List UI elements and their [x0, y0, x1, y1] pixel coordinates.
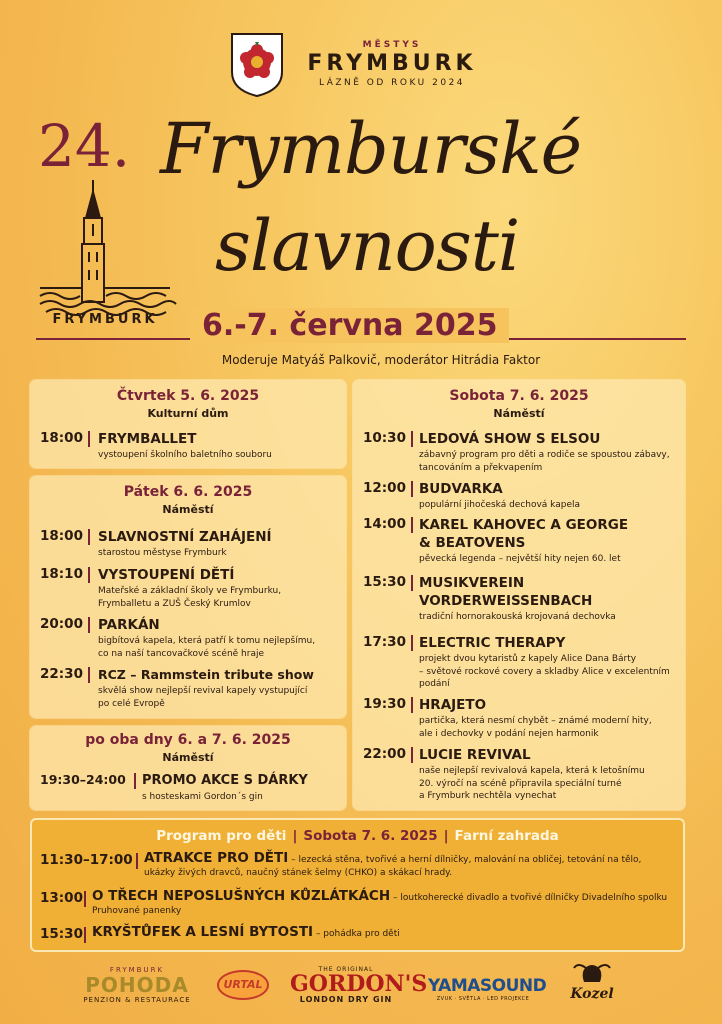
time-separator: [134, 773, 136, 789]
tower-label: FRYMBURK: [52, 312, 158, 327]
sponsor-gordons-logo: [290, 966, 428, 1004]
item-desc: populární jihočeská dechová kapela: [419, 500, 581, 510]
panel-kids-program: [30, 818, 685, 952]
item-title: RCZ – Rammstein tribute show: [98, 667, 314, 682]
time-separator: [411, 431, 413, 447]
sponsor-urtal-logo: URTAL: [217, 970, 269, 1000]
time-separator: [84, 891, 86, 907]
item-time: 11:30–17:00: [40, 852, 133, 868]
item-title: ELECTRIC THERAPY: [419, 635, 566, 651]
item-title: BUDVARKA: [419, 481, 503, 497]
time-separator: [88, 567, 90, 583]
item-desc: s hosteskami Gordon´s gin: [142, 792, 263, 802]
item-time: 18:10: [40, 566, 83, 582]
kids-header: [32, 828, 683, 844]
gordons-top: THE ORIGINAL: [318, 966, 374, 973]
item-desc: projekt dvou kytaristů z kapely Alice Dana Bárty: [419, 654, 637, 664]
item-time: 15:30: [363, 574, 406, 590]
brand-block: [297, 40, 487, 88]
kids-head-sep: |: [443, 828, 449, 844]
item-desc: pěvecká legenda – největší hity nejen 60. let: [419, 554, 621, 564]
item-time: 22:00: [363, 746, 406, 762]
saturday-venue: Náměstí: [493, 407, 545, 420]
goat-icon: [566, 962, 618, 986]
time-separator: [411, 517, 413, 533]
item-title: ATRAKCE PRO DĚTI: [144, 850, 289, 866]
kozel-main: Kozel: [570, 986, 614, 1002]
kids-head-mid: Sobota 7. 6. 2025: [303, 828, 438, 844]
item-desc: Mateřské a základní školy ve Frymburku,: [98, 586, 282, 596]
friday-venue: Náměstí: [162, 503, 214, 516]
item-title: HRAJETO: [419, 697, 487, 713]
item-title-cont: VORDERWEISSENBACH: [419, 593, 593, 609]
item-desc: tancováním a překvapením: [419, 462, 543, 473]
item-desc: po celé Evropě: [98, 698, 165, 709]
item-title: FRYMBALLET: [98, 431, 197, 447]
item-title: MUSIKVEREIN: [419, 575, 525, 591]
item-desc: co na naší tancovačkové scéně hraje: [98, 648, 265, 659]
friday-title: Pátek 6. 6. 2025: [123, 484, 253, 500]
item-desc: podání: [419, 679, 450, 689]
thursday-venue: Kulturní dům: [147, 407, 229, 420]
panel-saturday: [353, 380, 685, 810]
item-time: 19:30–24:00: [40, 772, 126, 787]
both-title: po oba dny 6. a 7. 6. 2025: [85, 732, 291, 748]
time-separator: [411, 697, 413, 713]
item-desc: partička, která nesmí chybět – známé moderní hity,: [419, 716, 652, 726]
panel-thursday: [30, 380, 346, 468]
item-time: 22:30: [40, 666, 83, 682]
item-title: VYSTOUPENÍ DĚTÍ: [98, 567, 235, 583]
item-desc: ale i dechovky v podání nejen harmonik: [419, 728, 599, 739]
item-desc: skvělá show nejlepší revival kapely vystupující: [98, 686, 308, 696]
item-title-cont: & BEATOVENS: [419, 535, 526, 551]
schedule-item: [363, 574, 677, 626]
item-desc: Frymballetu a ZUŠ Český Krumlov: [98, 598, 251, 609]
item-time: 12:00: [363, 480, 406, 496]
item-title: LEDOVÁ SHOW S ELSOU: [419, 431, 601, 447]
sponsor-yamasound-logo: [428, 976, 547, 1002]
pohoda-sub: PENZION & RESTAURACE: [83, 996, 191, 1004]
time-separator: [411, 575, 413, 591]
kids-item: [40, 926, 675, 946]
schedule-item: [40, 666, 338, 710]
time-separator: [88, 617, 90, 633]
pohoda-top: FRYMBURK: [109, 966, 165, 974]
time-separator: [88, 529, 90, 545]
time-separator: [411, 481, 413, 497]
item-desc: – světové rockové covery a skladby Alice v excelentním: [419, 666, 670, 677]
time-separator: [88, 667, 90, 683]
item-desc: tradiční hornorakouská krojovaná dechovka: [419, 612, 616, 622]
item-time: 17:30: [363, 634, 406, 650]
kids-head-right: Farní zahrada: [454, 828, 559, 844]
item-desc: starostou městyse Frymburk: [98, 548, 227, 558]
brand-name: FRYMBURK: [307, 51, 477, 76]
schedule-item: [40, 772, 338, 804]
item-desc: – loutkoherecké divadlo a tvořivé dílničky Divadelního spolku Pruhované panenky: [92, 893, 668, 916]
gordons-main: GORDON'S: [290, 971, 428, 997]
item-time: 13:00: [40, 890, 83, 906]
item-time: 18:00: [40, 430, 83, 446]
item-title: LUCIE REVIVAL: [419, 747, 531, 763]
time-separator: [411, 747, 413, 763]
schedule-item: [363, 516, 677, 568]
item-title: KAREL KAHOVEC A GEORGE: [419, 517, 629, 533]
saturday-title: Sobota 7. 6. 2025: [449, 388, 589, 404]
kids-head-left: Program pro děti: [156, 828, 287, 844]
schedule-item: [40, 616, 338, 660]
item-time: 20:00: [40, 616, 83, 632]
item-time: 10:30: [363, 430, 406, 446]
schedule-item: [40, 528, 338, 560]
item-desc: – pohádka pro děti: [313, 929, 400, 939]
pohoda-main: POHODA: [85, 973, 189, 997]
schedule-item: [363, 746, 677, 804]
title-line2: slavnosti: [215, 205, 520, 287]
event-dates: 6.-7. června 2025: [190, 308, 509, 343]
item-desc: a Frymburk nechtěla vynechat: [419, 791, 557, 801]
schedule-item: [363, 430, 677, 474]
item-desc: 20. výročí na scéně připravila speciální turné: [419, 778, 622, 789]
schedule-item: [363, 696, 677, 740]
yama-sub: ZVUK · SVĚTLA · LED PROJEKCE: [436, 996, 530, 1002]
kids-item: [40, 852, 675, 886]
schedule-item: [363, 634, 677, 692]
church-tower-illustration: [36, 178, 178, 318]
item-desc: vystoupení školního baletního souboru: [98, 450, 272, 460]
item-time: 15:30: [40, 926, 83, 942]
item-title: KRYŠTŮFEK A LESNÍ BYTOSTI: [92, 924, 314, 940]
kids-item: [40, 890, 675, 924]
schedule-item: [363, 480, 677, 512]
item-time: 14:00: [363, 516, 406, 532]
panel-friday: [30, 476, 346, 718]
item-time: 18:00: [40, 528, 83, 544]
schedule-item: [40, 430, 338, 462]
kids-head-sep: |: [292, 828, 298, 844]
item-title: O TŘECH NEPOSLUŠNÝCH KŮZLÁTKÁCH: [92, 888, 391, 904]
moderator-note: Moderuje Matyáš Palkovič, moderátor Hitrádia Faktor: [221, 353, 541, 367]
item-time: 19:30: [363, 696, 406, 712]
item-title: PARKÁN: [98, 617, 160, 633]
item-desc: zábavný program pro děti a rodiče se spoustou zábavy,: [419, 450, 670, 460]
brand-sub: LÁZNĚ OD ROKU 2024: [318, 78, 466, 88]
yama-main: YAMASOUND: [428, 976, 547, 996]
item-desc: naše nejlepší revivalová kapela, která k letošnímu: [419, 766, 645, 776]
schedule-item: [40, 566, 338, 610]
sponsor-pohoda-logo: [82, 966, 192, 1004]
frymburk-crest-logo: [230, 32, 284, 98]
time-separator: [411, 635, 413, 651]
sponsor-kozel-logo: [566, 962, 618, 1010]
time-separator: [88, 431, 90, 447]
title-line1: Frymburské: [160, 108, 582, 190]
title-number: 24.: [38, 112, 131, 180]
panel-both-days: [30, 726, 346, 810]
thursday-title: Čtvrtek 5. 6. 2025: [116, 388, 260, 404]
brand-pre: MĚSTYS: [362, 40, 422, 50]
item-desc: – lezecká stěna, tvořivé a herní dílničky, malování na obličej, tetování na tělo, ukázky živých dravců, naučný stánek šelmy (CHKO) a skákací hrady.: [144, 855, 642, 878]
time-separator: [136, 853, 138, 869]
both-venue: Náměstí: [162, 751, 214, 764]
item-title: PROMO AKCE S DÁRKY: [142, 773, 308, 788]
item-desc: bigbítová kapela, která patří k tomu nejlepšímu,: [98, 636, 316, 646]
item-title: SLAVNOSTNÍ ZAHÁJENÍ: [98, 529, 272, 545]
gordons-sub: LONDON DRY GIN: [299, 995, 393, 1004]
time-separator: [84, 927, 86, 943]
